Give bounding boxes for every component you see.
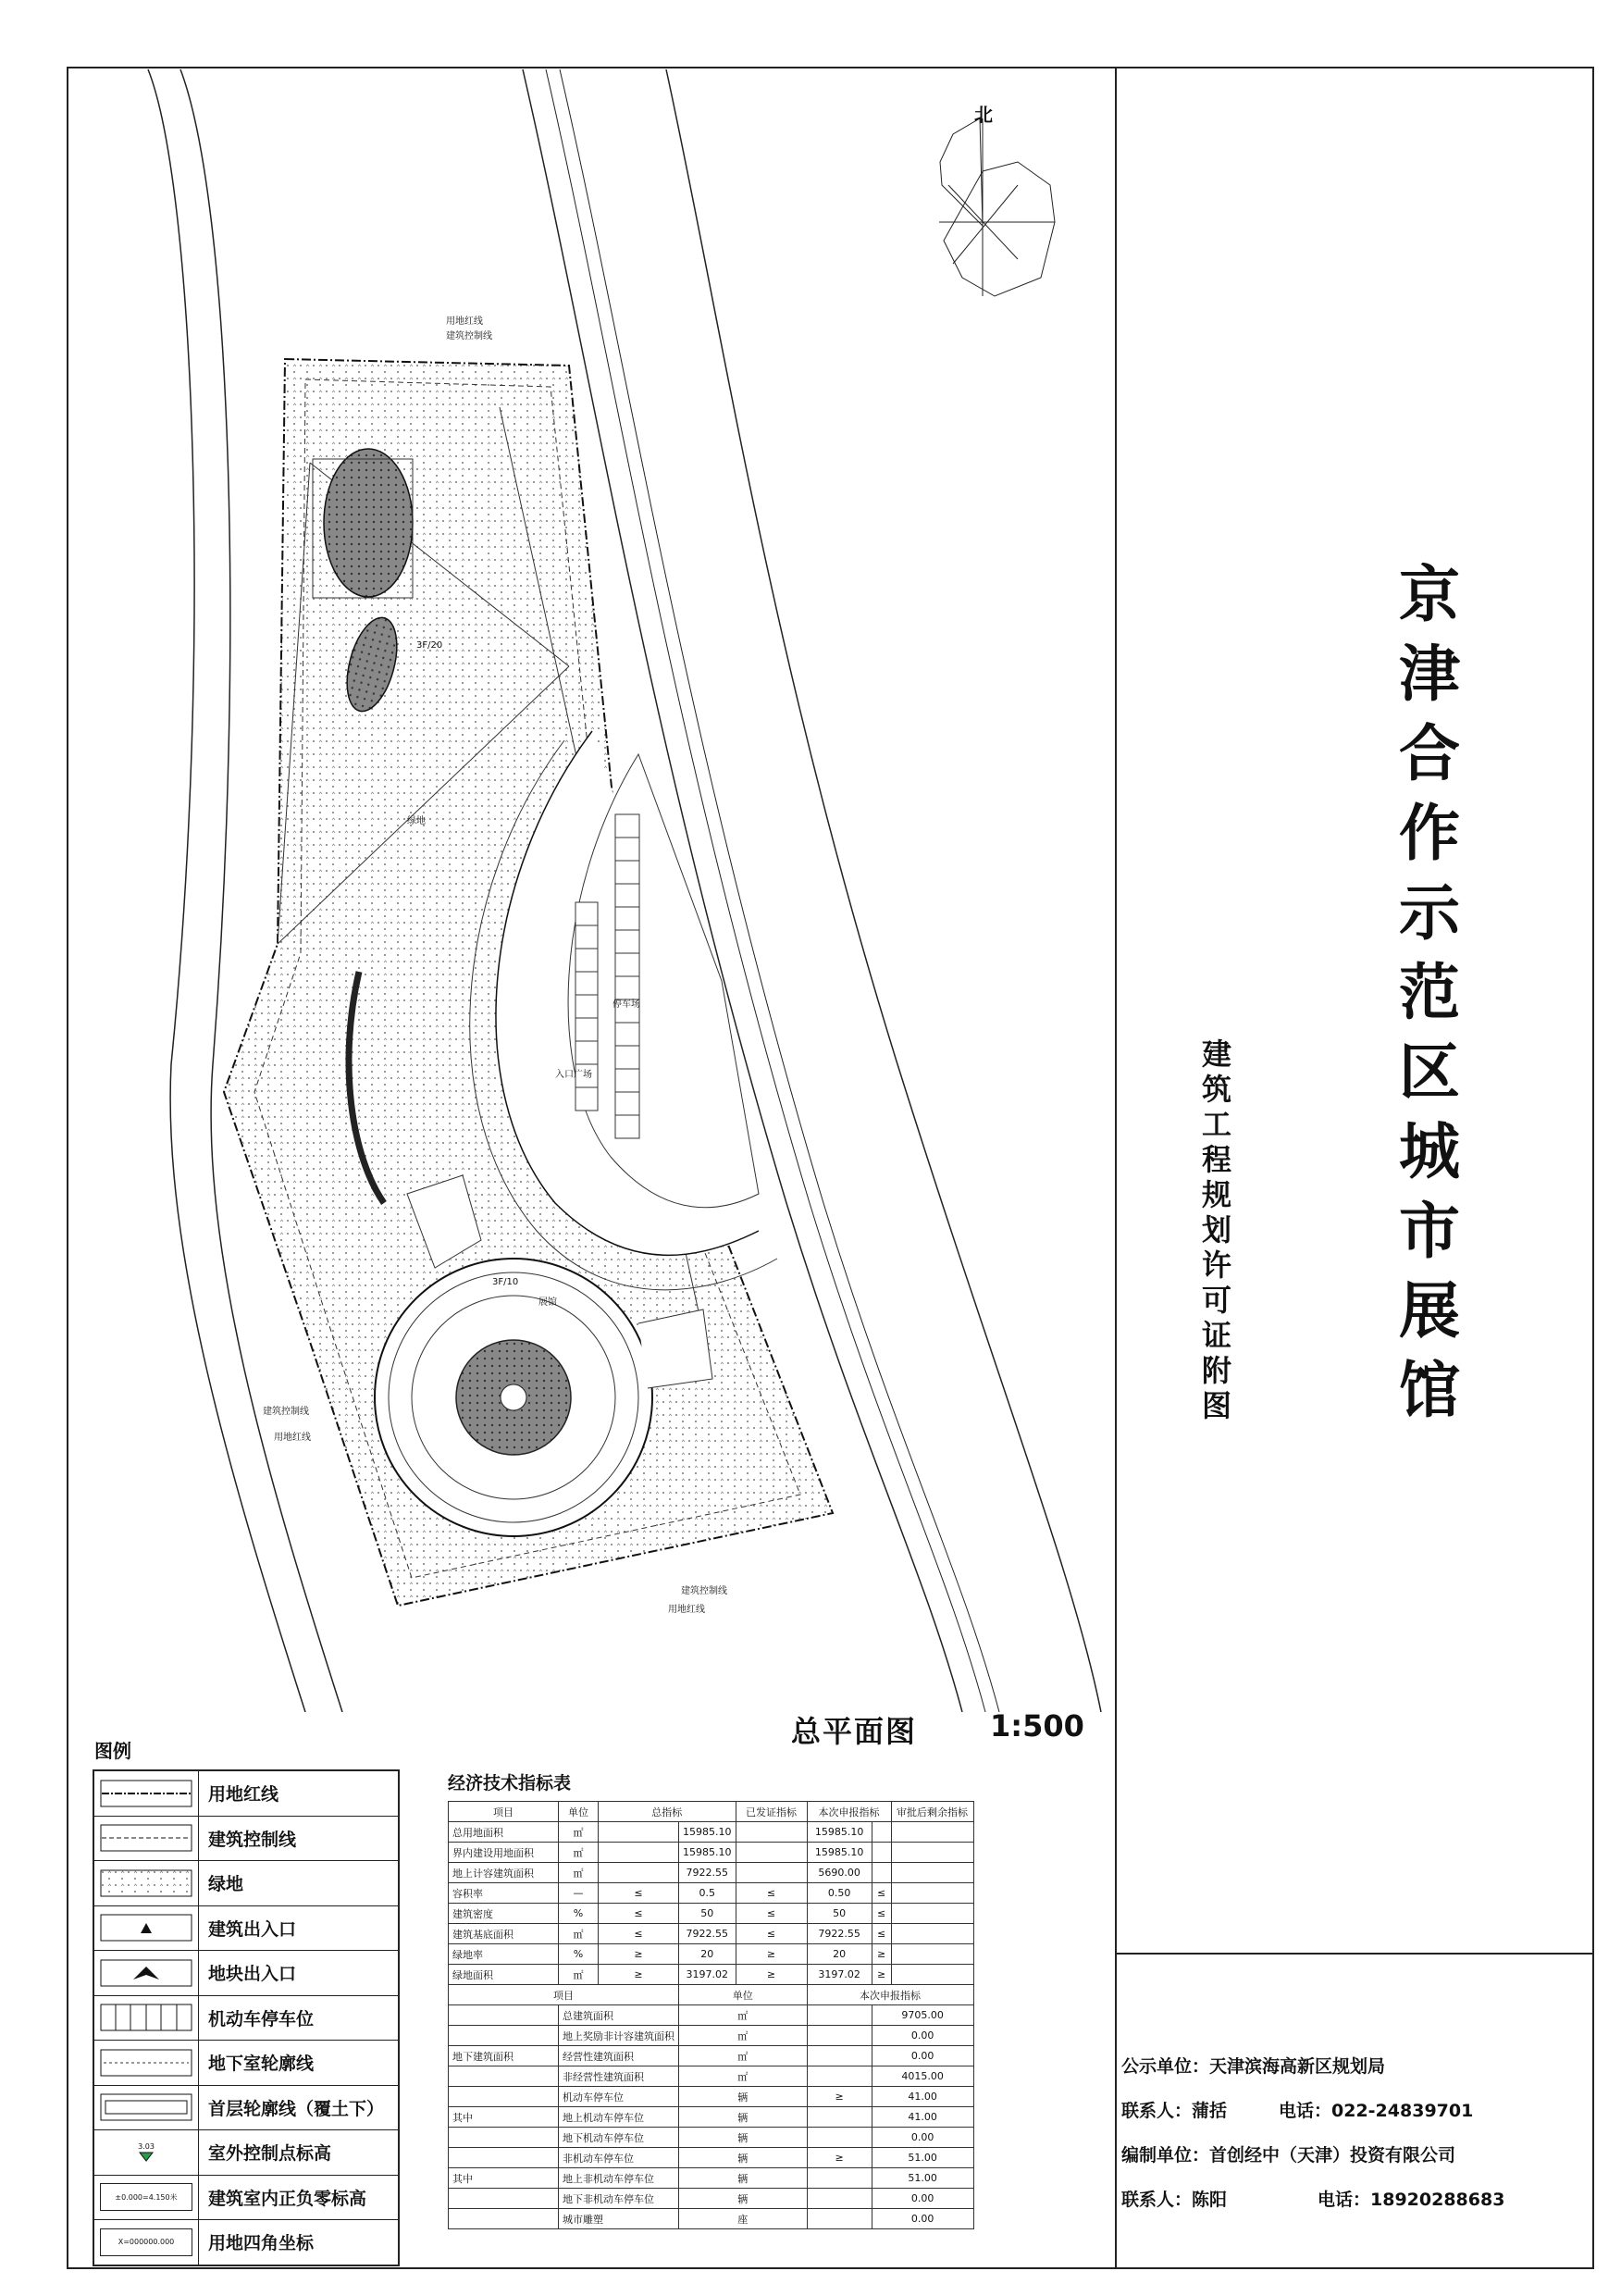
table-cell: ㎡ [559,1863,599,1883]
drawing-subtitle: 建筑工程规划许可证附图 [1201,1036,1231,1423]
table-cell: ≥ [599,1944,679,1965]
table-cell: 界内建设用地面积 [449,1843,559,1863]
table-cell: 辆 [679,2087,808,2107]
compiler-label: 编制单位： [1121,2145,1210,2166]
legend-item [94,1771,398,1817]
table-cell: ㎡ [559,1965,599,1985]
coord-marker-text: X=000000.000 [118,2238,175,2247]
table-cell: 50 [679,1904,736,1924]
table-cell: ≤ [736,1904,807,1924]
table-cell: 建筑基底面积 [449,1924,559,1944]
contact1-label: 联系人： [1121,2101,1193,2121]
legend-title: 图例 [94,1740,131,1762]
project-title: 京津合作示范区城市展馆 [1399,559,1460,1426]
table-cell: 地下建筑面积 [449,2046,559,2066]
table-cell [807,2168,872,2189]
table-cell: 地上非机动车停车位 [559,2168,679,2189]
legend-label: 用地红线 [208,1784,279,1806]
double-line-icon [100,2093,192,2121]
table-cell: 总用地面积 [449,1822,559,1843]
legend-item [94,2220,398,2265]
table-row [449,2189,974,2209]
site-label-red-line-bottom: 用地红线 [668,1605,705,1615]
north-label: 北 [974,104,993,126]
legend-item [94,1996,398,2042]
site-label-floors-a: 3F/20 [416,640,443,651]
table-row [449,2046,974,2066]
table-cell: ≤ [599,1924,679,1944]
table-row [449,1944,974,1965]
dash-dot-line-icon [100,1780,192,1807]
table-cell: 辆 [679,2189,808,2209]
table-cell: ≤ [736,1924,807,1944]
table-cell: ≥ [872,1965,891,1985]
table-cell: 0.50 [807,1883,872,1904]
table-row [449,2005,974,2026]
table-cell [872,1843,891,1863]
table-cell: % [559,1904,599,1924]
table-row [449,2026,974,2046]
legend-label: 地块出入口 [208,1964,297,1985]
table-row [449,1904,974,1924]
table-cell: % [559,1944,599,1965]
table-cell: 经营性建筑面积 [559,2046,679,2066]
table-header: 项目 [449,1802,559,1822]
table-cell: ≥ [736,1965,807,1985]
legend-item [94,2086,398,2131]
zero-marker-text: ±0.000=4.150米 [115,2192,178,2202]
table-cell: 51.00 [872,2148,973,2168]
table-cell: 7922.55 [807,1924,872,1944]
legend-item [94,2176,398,2221]
legend-label: 室外控制点标高 [208,2143,332,2165]
table-cell: 5690.00 [807,1863,872,1883]
table-cell: 20 [807,1944,872,1965]
table-cell: 辆 [679,2168,808,2189]
table-cell: ≥ [736,1944,807,1965]
table-cell [736,1822,807,1843]
table-cell [599,1863,679,1883]
title-block-divider [1115,67,1117,2269]
thin-dashed-icon [100,2049,192,2077]
legend-item [94,1817,398,1862]
table-cell: ≤ [599,1883,679,1904]
triangle-large-icon [100,1959,192,1987]
table-cell: ㎡ [679,2046,808,2066]
table-row [449,2107,974,2128]
legend-label: 地下室轮廓线 [208,2054,315,2075]
site-label-exhibit: 展馆 [538,1297,557,1308]
table-row [449,2209,974,2229]
compiler-name: 首创经中（天津）投资有限公司 [1209,2145,1456,2166]
tech-table [448,1801,974,2229]
table-cell: 绿地率 [449,1944,559,1965]
table-cell: ㎡ [559,1924,599,1944]
table-row [449,1924,974,1944]
table-cell [891,1843,973,1863]
table-cell: 机动车停车位 [559,2087,679,2107]
table-cell [599,1843,679,1863]
site-label-floors-b: 3F/10 [492,1277,519,1287]
legend-label: 首层轮廓线（覆土下） [208,2098,385,2119]
table-cell: 0.00 [872,2209,973,2229]
legend-item [94,2130,398,2176]
table-cell: 0.00 [872,2189,973,2209]
table-cell: 50 [807,1904,872,1924]
table-cell: ≤ [736,1883,807,1904]
table-cell [599,1822,679,1843]
table-cell: 地上奖励非计容建筑面积 [559,2026,679,2046]
table-header: 总指标 [599,1802,736,1822]
table-cell [449,2066,559,2087]
info-block-divider [1115,1953,1594,1955]
table-cell [449,2209,559,2229]
table-cell: ≥ [807,2148,872,2168]
table-cell [891,1904,973,1924]
compiler-line [1121,2141,1455,2166]
legend-item [94,1951,398,1996]
plan-scale: 1:500 [990,1708,1084,1744]
table-cell [891,1944,973,1965]
table-cell: ㎡ [679,2005,808,2026]
table-cell: 绿地面积 [449,1965,559,1985]
site-label-red-line-top: 用地红线 [446,316,483,327]
table-header: 单位 [679,1985,808,2005]
legend-label: 绿地 [208,1874,244,1895]
table-cell [449,2189,559,2209]
legend-label: 建筑控制线 [208,1829,297,1850]
parking-stalls-east [615,814,639,1138]
table-cell: 41.00 [872,2107,973,2128]
site-label-control-line-top: 建筑控制线 [446,331,492,341]
table-cell: ≤ [872,1883,891,1904]
table-cell: 15985.10 [679,1843,736,1863]
table-cell: 地下非机动车停车位 [559,2189,679,2209]
table-cell: 辆 [679,2107,808,2128]
table-cell: 7922.55 [679,1924,736,1944]
table-cell: ≥ [807,2087,872,2107]
table-cell: ≤ [872,1904,891,1924]
table-cell: 非经营性建筑面积 [559,2066,679,2087]
site-label-red-line-left: 用地红线 [274,1433,311,1443]
table-cell: 3197.02 [807,1965,872,1985]
table-row [449,2128,974,2148]
table-cell [891,1883,973,1904]
table-cell: 7922.55 [679,1863,736,1883]
plan-title: 总平面图 [791,1714,918,1749]
north-compass [939,118,1055,296]
table-cell: 41.00 [872,2087,973,2107]
table-row [449,1863,974,1883]
site-label-plaza: 入口广场 [555,1070,592,1080]
table-cell: ≤ [599,1904,679,1924]
table-cell: ≤ [872,1924,891,1944]
table-cell: 地上计容建筑面积 [449,1863,559,1883]
table-cell: 城市雕塑 [559,2209,679,2229]
legend-label: 建筑室内正负零标高 [208,2188,367,2209]
table-cell [449,2087,559,2107]
tech-table-title: 经济技术指标表 [448,1773,572,1793]
table-header: 本次申报指标 [807,1802,891,1822]
table-row [449,1965,974,1985]
table-cell: 容积率 [449,1883,559,1904]
table-cell: 辆 [679,2128,808,2148]
site-label-control-line-bottom: 建筑控制线 [681,1586,727,1596]
table-cell: 其中 [449,2168,559,2189]
table-cell [807,2046,872,2066]
phone2: 电话：18920288683 [1318,2190,1505,2210]
table-cell: ≥ [599,1965,679,1985]
table-cell [807,2066,872,2087]
table-cell: 地上机动车停车位 [559,2107,679,2128]
table-cell: ㎡ [559,1822,599,1843]
legend-label: 用地四角坐标 [208,2233,315,2254]
table-cell: 20 [679,1944,736,1965]
table-cell [736,1843,807,1863]
table-cell: ≥ [872,1944,891,1965]
table-cell [807,2026,872,2046]
contact2-label: 联系人： [1121,2190,1193,2210]
table-row [449,2087,974,2107]
table-cell [449,2148,559,2168]
parking-stalls-icon [100,2004,192,2031]
table-cell: 9705.00 [872,2005,973,2026]
table-cell [807,2107,872,2128]
table-cell [872,1822,891,1843]
phone1: 电话：022-24839701 [1279,2101,1474,2121]
table-cell: 辆 [679,2148,808,2168]
table-row [449,1883,974,1904]
table-cell: 51.00 [872,2168,973,2189]
table-header: 审批后剩余指标 [891,1802,973,1822]
table-cell [807,2005,872,2026]
legend [93,1769,400,2266]
table-row [449,2066,974,2087]
table-cell: ㎡ [559,1843,599,1863]
table-cell: 非机动车停车位 [559,2148,679,2168]
table-cell: 0.5 [679,1883,736,1904]
contact1-name: 蒲括 [1192,2101,1228,2121]
table-row [449,1843,974,1863]
table-row [449,2148,974,2168]
table-cell: ㎡ [679,2026,808,2046]
table-cell [449,2026,559,2046]
table-cell: 15985.10 [807,1843,872,1863]
table-cell: 3197.02 [679,1965,736,1985]
level-marker-icon [137,2151,155,2162]
legend-item [94,2041,398,2086]
table-cell [736,1863,807,1883]
contact1-line [1121,2097,1584,2122]
table-header-row [449,1985,974,2005]
table-cell [449,2005,559,2026]
table-cell: 0.00 [872,2128,973,2148]
table-cell [891,1863,973,1883]
dashed-line-icon [100,1824,192,1852]
contact2-name: 陈阳 [1192,2190,1228,2210]
table-cell [807,2209,872,2229]
legend-item [94,1906,398,1952]
table-cell [807,2128,872,2148]
table-cell: 0.00 [872,2026,973,2046]
oval-building-a [324,449,413,597]
publisher-label: 公示单位： [1121,2056,1210,2077]
table-header: 已发证指标 [736,1802,807,1822]
table-cell: 15985.10 [807,1822,872,1843]
table-header: 单位 [559,1802,599,1822]
site-label-parking: 停车场 [613,999,640,1010]
triangle-small-icon [100,1914,192,1942]
table-cell: 15985.10 [679,1822,736,1843]
table-cell: ㎡ [679,2066,808,2087]
table-cell: — [559,1883,599,1904]
contact2-line [1121,2186,1584,2211]
table-cell: 其中 [449,2107,559,2128]
table-cell [449,2128,559,2148]
table-row [449,2168,974,2189]
legend-label: 建筑出入口 [208,1918,297,1940]
table-header-row [449,1802,974,1822]
table-header: 项目 [449,1985,679,2005]
table-cell: 座 [679,2209,808,2229]
table-row [449,1822,974,1843]
table-cell [872,1863,891,1883]
level-marker-text: 3.03 [138,2142,155,2152]
hatch-icon [100,1869,192,1897]
legend-item [94,1861,398,1906]
legend-label: 机动车停车位 [208,2008,315,2029]
table-cell: 总建筑面积 [559,2005,679,2026]
publisher-name: 天津滨海高新区规划局 [1209,2056,1386,2077]
table-cell: 0.00 [872,2046,973,2066]
table-header: 本次申报指标 [807,1985,973,2005]
table-cell: 建筑密度 [449,1904,559,1924]
site-label-green: 绿地 [407,816,426,826]
table-cell: 地下机动车停车位 [559,2128,679,2148]
publisher-line [1121,2053,1385,2078]
site-label-control-line-left: 建筑控制线 [263,1407,309,1417]
table-cell [891,1965,973,1985]
table-cell: 4015.00 [872,2066,973,2087]
table-cell [807,2189,872,2209]
table-cell [891,1924,973,1944]
table-cell [891,1822,973,1843]
